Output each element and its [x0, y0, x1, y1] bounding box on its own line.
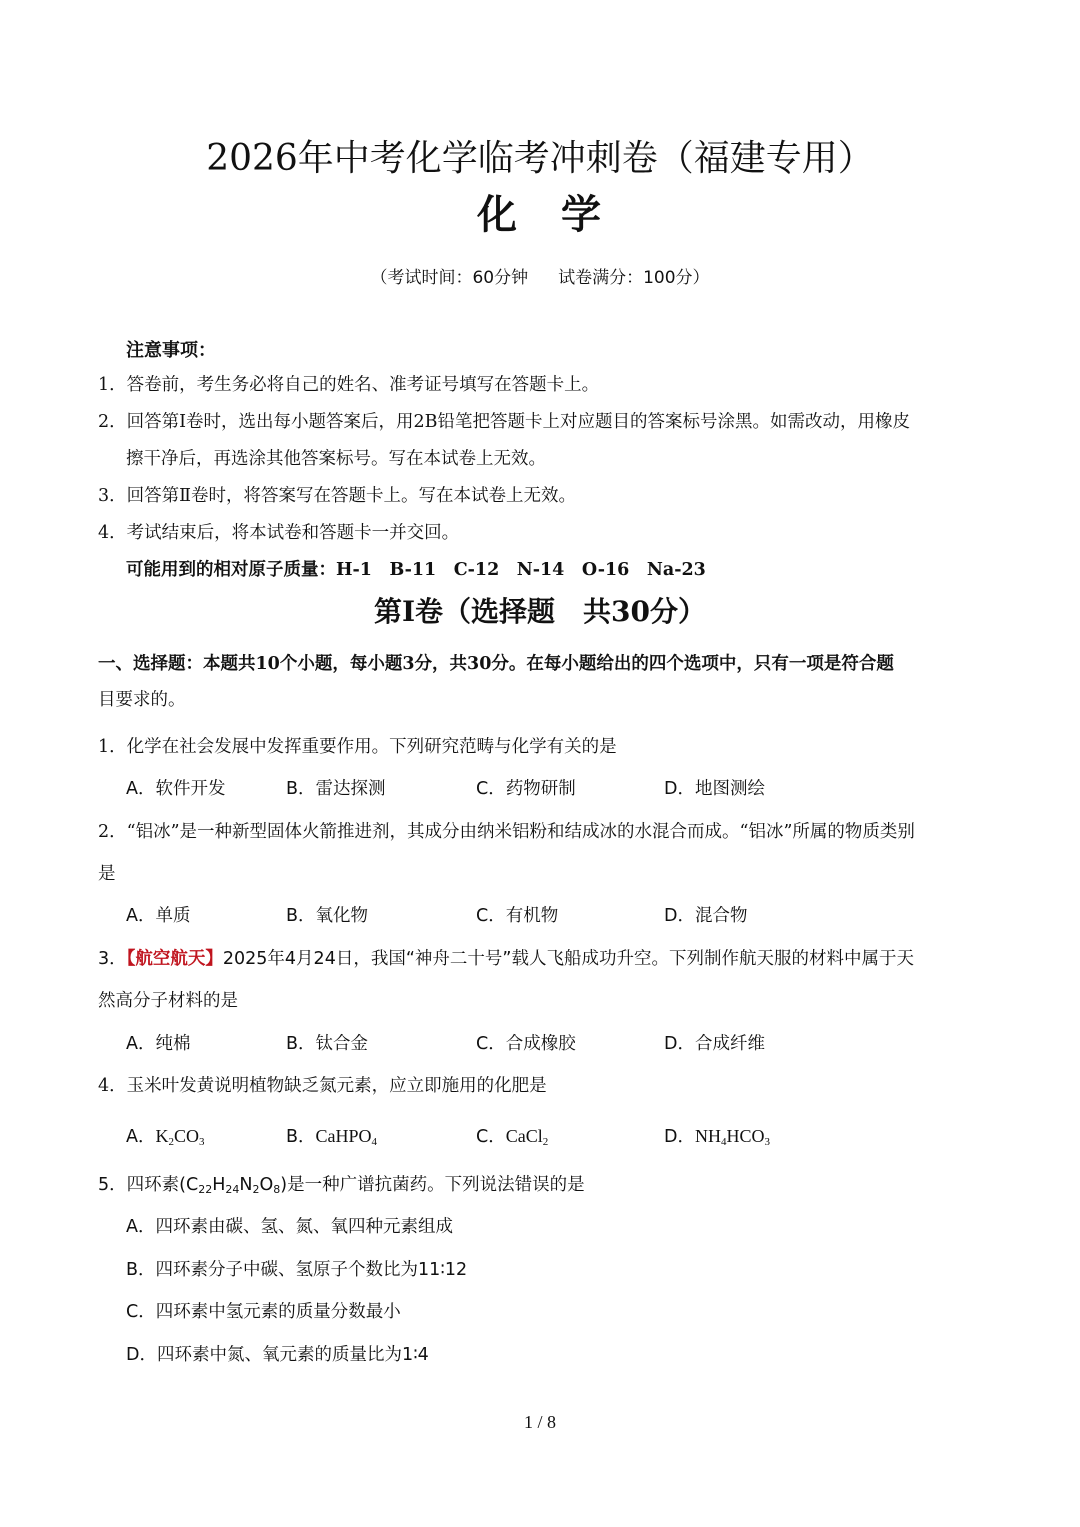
q3-option-b: B．钛合金: [286, 1034, 369, 1054]
q2-option-a: A．单质: [126, 906, 191, 926]
q5-option-b: B．四环素分子中碳、氢原子个数比为11∶12: [126, 1260, 468, 1280]
section-instruction-line1: 一、选择题：本题共10个小题，每小题3分，共30分。在每小题给出的四个选项中，只有一项是符合题: [98, 654, 894, 674]
exam-info: [0, 265, 1080, 291]
tetracycline-formula: $C_{22}H_{24}N_2O_8$: [185, 1175, 281, 1196]
section-instruction: [98, 650, 894, 678]
q3-option-d: D．合成纤维: [664, 1034, 765, 1054]
exam-score: 试卷满分：100分）: [558, 268, 710, 288]
question-2-stem-line2: 是: [98, 864, 116, 884]
section-instruction-line2: 目要求的。: [98, 690, 186, 710]
page-number: 1 / 8: [523, 1412, 556, 1432]
q2-option-d: D．混合物: [664, 906, 748, 926]
subject-title: 化 学: [477, 191, 603, 238]
q2-option-c: C．有机物: [476, 906, 559, 926]
q3-option-c: C．合成橡胶: [476, 1034, 576, 1054]
notice-heading: 注意事项：: [126, 340, 216, 361]
question-4-stem: 4．玉米叶发黄说明植物缺乏氮元素，应立即施用的化肥是: [98, 1076, 547, 1096]
question-2-stem-line1: 2．“铝冰”是一种新型固体火箭推进剂，其成分由纳米铝粉和结成冰的水混合而成。“铝冰”所属的物质类别: [98, 822, 915, 842]
notice-item-2-cont: 擦干净后，再选涂其他答案标号。写在本试卷上无效。: [126, 449, 546, 469]
q4-option-b: B．CaHPO$_4$: [286, 1126, 378, 1148]
notice-item-1: 1．答卷前，考生务必将自己的姓名、准考证号填写在答题卡上。: [98, 375, 600, 395]
q3-topic-tag: 【航空航天】: [126, 949, 223, 969]
q5-option-c: C．四环素中氢元素的质量分数最小: [126, 1302, 401, 1322]
section-title: 第Ⅰ卷（选择题 共30分）: [373, 595, 707, 628]
notice-item-4: 4．考试结束后，将本试卷和答题卡一并交回。: [98, 523, 460, 543]
q1-option-d: D．地图测绘: [664, 779, 765, 799]
q2-option-b: B．氧化物: [286, 906, 369, 926]
q4-option-d: D．$NH_4HCO_3$: [664, 1126, 770, 1148]
q3-number: 3．: [98, 949, 127, 969]
notice-item-3: 3．回答第Ⅱ卷时，将答案写在答题卡上。写在本试卷上无效。: [98, 486, 577, 506]
q3-option-a: A．纯棉: [126, 1034, 191, 1054]
question-3-stem-line2: 然高分子材料的是: [98, 991, 238, 1011]
question-3-options: [0, 1030, 1080, 1058]
q1-option-b: B．雷达探测: [286, 779, 386, 799]
q3-stem-rest: 2025年4月24日，我国“神舟二十号”载人飞船成功升空。下列制作航天服的材料中属于天: [222, 949, 914, 969]
exam-time: （考试时间：60分钟: [370, 268, 529, 288]
question-1-options: [0, 775, 1080, 803]
q4-option-c: C．CaCl$_2$: [476, 1126, 549, 1148]
atomic-mass-line: 可能用到的相对原子质量：H-1 B-11 C-12 N-14 O-16 Na-23: [126, 560, 706, 580]
question-2-options: [0, 902, 1080, 930]
question-4-options: [0, 1122, 1080, 1150]
q4-option-a: A．$K_2CO_3$: [126, 1126, 205, 1148]
q1-option-a: A．软件开发: [126, 779, 226, 799]
q5-option-a: A．四环素由碳、氢、氮、氧四种元素组成: [126, 1217, 453, 1237]
question-1-stem: 1．化学在社会发展中发挥重要作用。下列研究范畴与化学有关的是: [98, 737, 617, 757]
question-3-stem-line1: [98, 945, 914, 973]
paper-title: 2026年中考化学临考冲刺卷（福建专用）: [206, 138, 874, 179]
q5-option-d: D．四环素中氮、氧元素的质量比为1∶4: [126, 1345, 429, 1365]
notice-item-2: 2．回答第Ⅰ卷时，选出每小题答案后，用2B铅笔把答题卡上对应题目的答案标号涂黑。如需改动，用橡皮: [98, 412, 911, 432]
question-5-stem: 5．四环素$(C_{22}H_{24}N_2O_8)$是一种广谱抗菌药。下列说法错误的是: [98, 1175, 585, 1196]
q1-option-c: C．药物研制: [476, 779, 576, 799]
